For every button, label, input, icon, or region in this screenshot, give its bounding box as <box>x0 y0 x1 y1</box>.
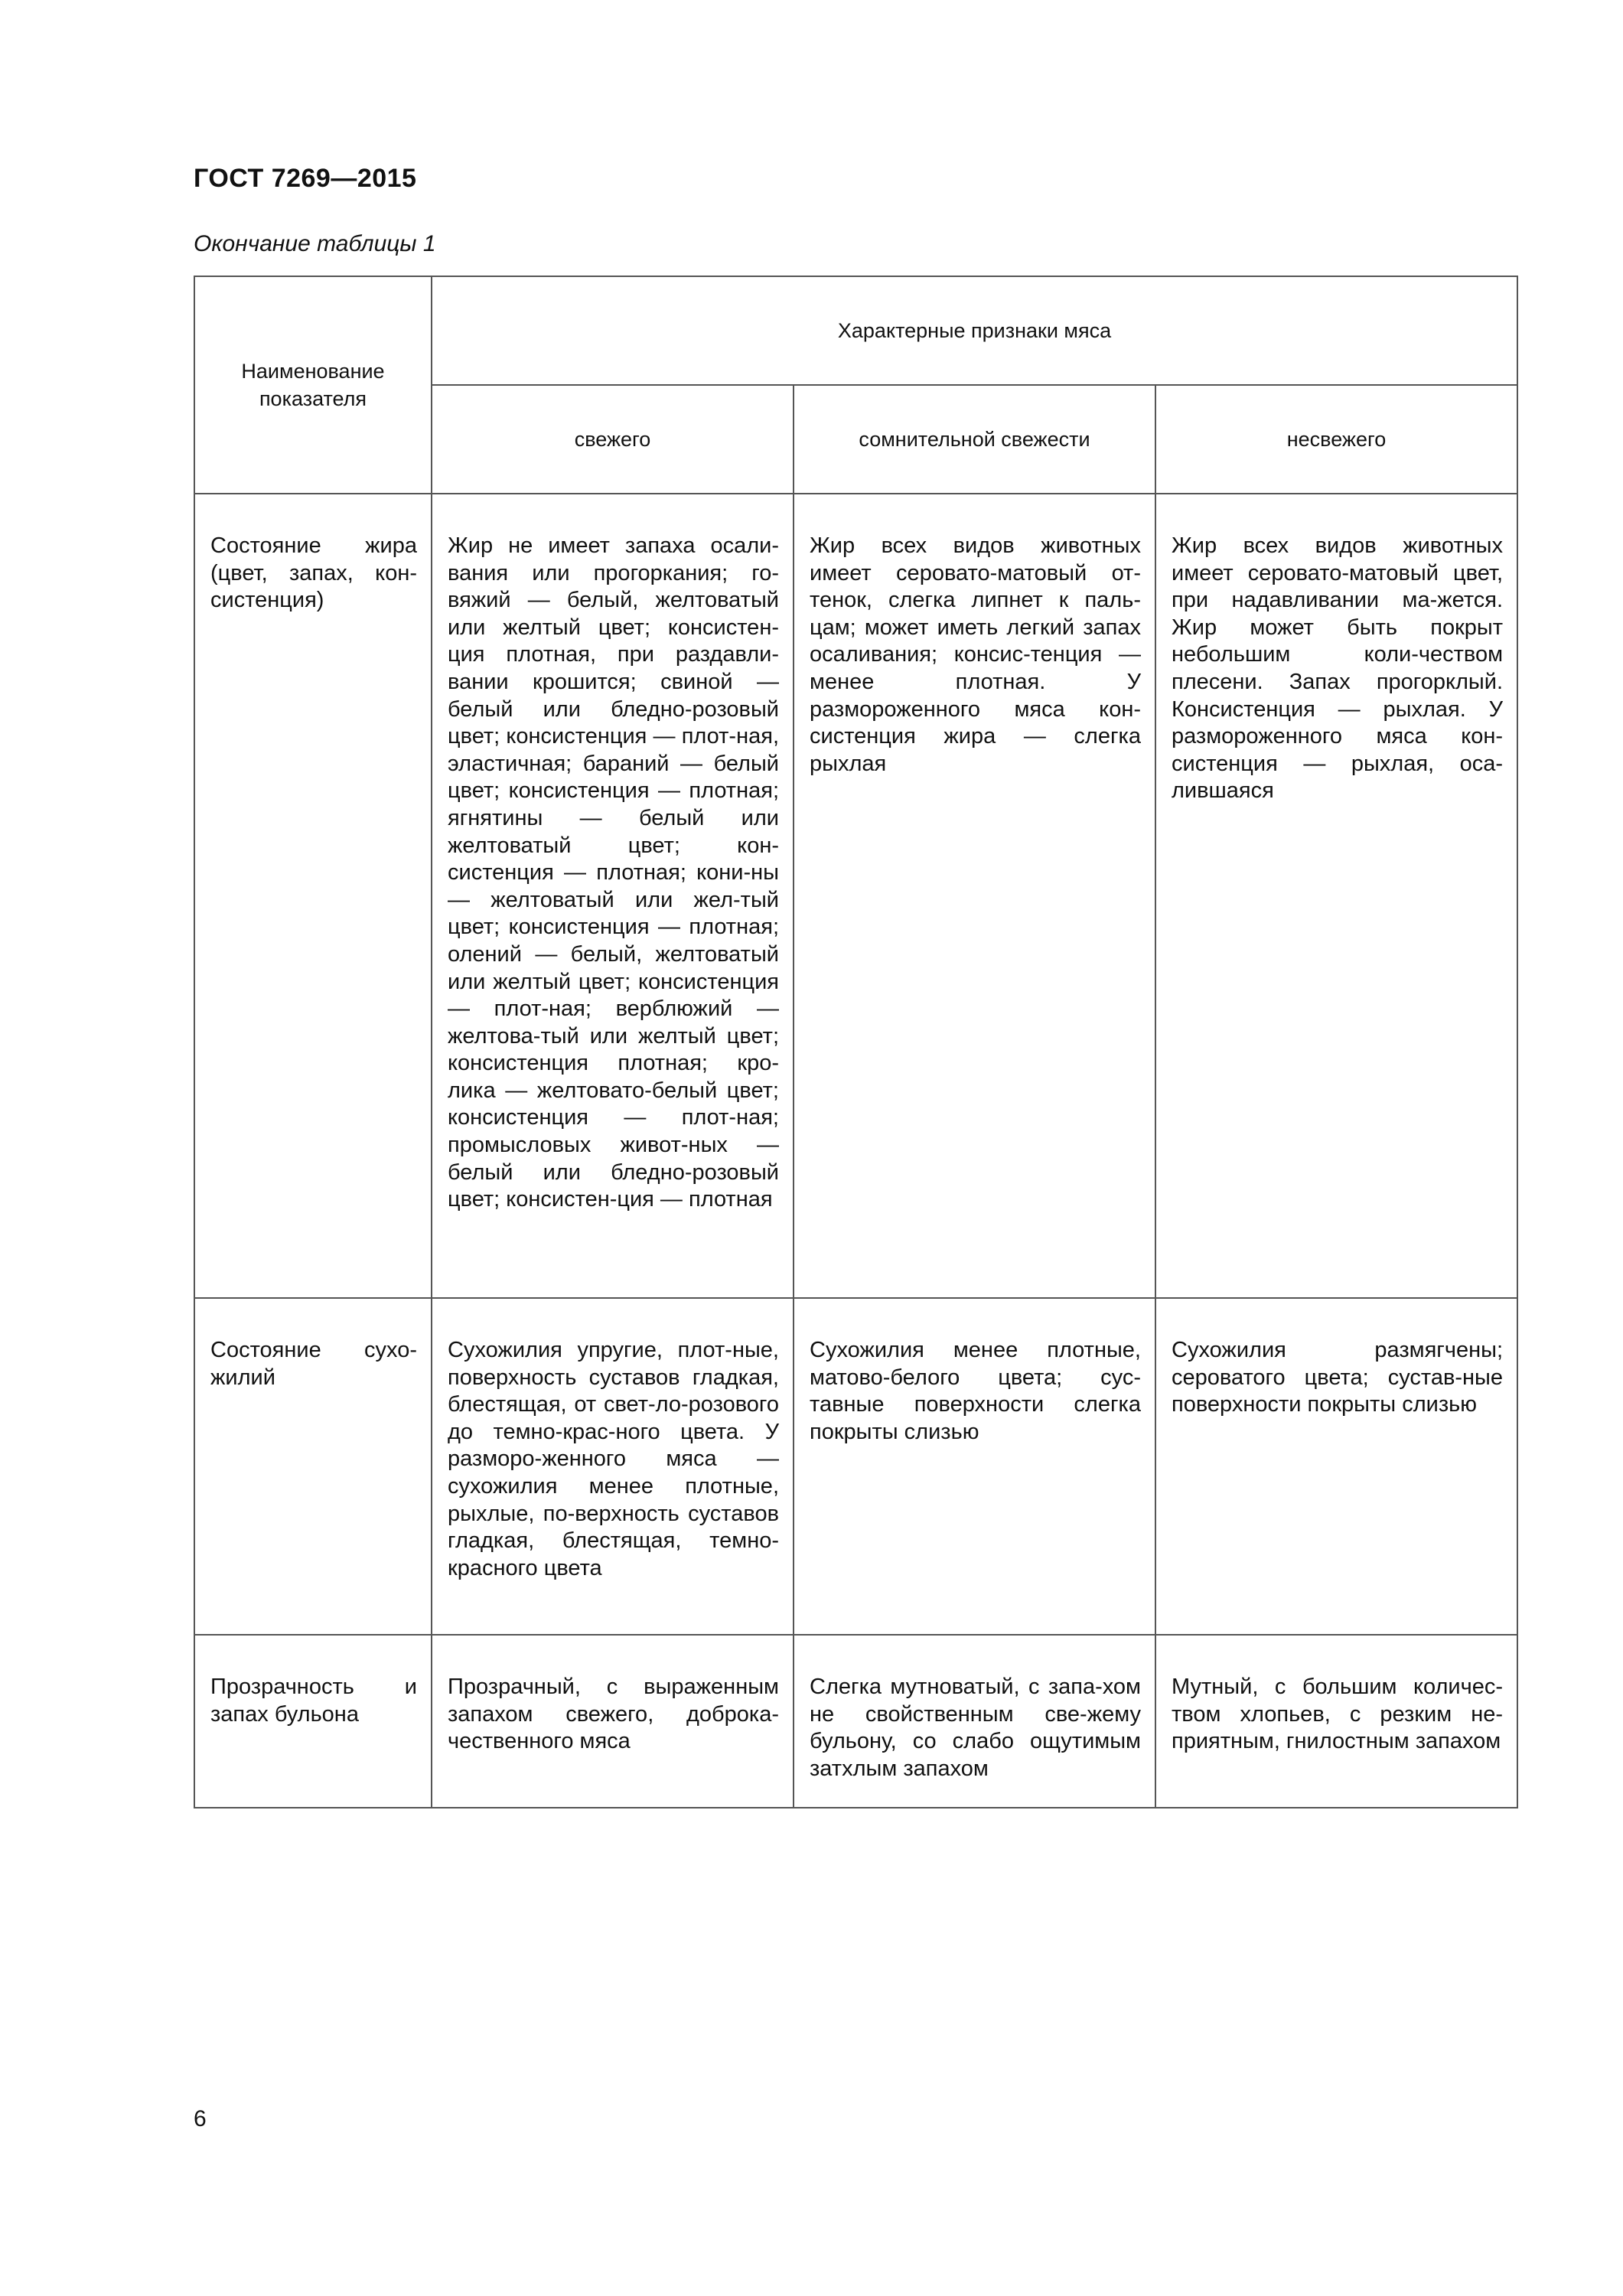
cell-tendons-fresh: Сухожилия упругие, плот-ные, поверхность суставов гладкая, блестящая, от свет-ло-розового до темно-крас-ного цвета. У разморо-женного мяса — сухожилия менее плотные, рыхлые, по-верхность суставов гладкая, блестящая, темно-красного цвета <box>432 1298 794 1635</box>
header-row-group <box>194 276 1517 385</box>
table-row <box>194 494 1517 1298</box>
document-code: ГОСТ 7269—2015 <box>194 164 417 193</box>
column-header-group: Характерные признаки мяса <box>432 276 1517 385</box>
table-row <box>194 1298 1517 1635</box>
cell-broth-fresh: Прозрачный, с выраженным запахом свежего, доброка-чественного мяса <box>432 1635 794 1808</box>
column-header-indicator-label: Наименование показателя <box>241 359 385 410</box>
cell-tendons-stale: Сухожилия размягчены; сероватого цвета; сустав-ные поверхности покрыты слизью <box>1155 1298 1517 1635</box>
page-number: 6 <box>194 2106 207 2131</box>
meat-freshness-table <box>194 276 1518 1808</box>
table-caption: Окончание таблицы 1 <box>194 231 436 256</box>
column-header-doubtful: сомнительной свежести <box>794 385 1155 494</box>
cell-fat-doubtful: Жир всех видов животных имеет серовато-матовый от-тенок, слегка липнет к паль-цам; может иметь легкий запах осаливания; консис-тенция — менее плотная. У размороженного мяса кон-систенция жира — слегка рыхлая <box>794 494 1155 1298</box>
table-row <box>194 1635 1517 1808</box>
cell-fat-fresh: Жир не имеет запаха осали-вания или прогоркания; го-вяжий — белый, желтоватый или желтый цвет; консистен-ция плотная, при раздавли-вании крошится; свиной — белый или бледно-розовый цвет; консистенция — плот-ная, эластичная; бараний — белый цвет; консистенция — плотная; ягнятины — белый или желтоватый цвет; кон-систенция — плотная; кони-ны — желтоватый или жел-тый цвет; консистенция — плотная; олений — белый, желтоватый или желтый цвет; консистенция — плот-ная; верблюжий — желтова-тый или желтый цвет; консистенция плотная; кро-лика — желтовато-белый цвет; консистенция — плот-ная; промысловых живот-ных — белый или бледно-розовый цвет; консистен-ция — плотная <box>432 494 794 1298</box>
row-name-broth: Прозрачность и запах бульона <box>194 1635 432 1808</box>
column-header-indicator <box>194 276 432 494</box>
column-header-fresh: свежего <box>432 385 794 494</box>
cell-broth-doubtful: Слегка мутноватый, с запа-хом не свойственным све-жему бульону, со слабо ощутимым затхлым запахом <box>794 1635 1155 1808</box>
cell-broth-stale: Мутный, с большим количес-твом хлопьев, с резким не-приятным, гнилостным запахом <box>1155 1635 1517 1808</box>
cell-tendons-doubtful: Сухожилия менее плотные, матово-белого цвета; сус-тавные поверхности слегка покрыты слизью <box>794 1298 1155 1635</box>
row-name-tendons: Состояние сухо-жилий <box>194 1298 432 1635</box>
cell-fat-stale: Жир всех видов животных имеет серовато-матовый цвет, при надавливании ма-жется. Жир может быть покрыт небольшим коли-чеством плесени. Запах прогорклый. Консистенция — рыхлая. У размороженного мяса кон-систенция — рыхлая, оса-лившаяся <box>1155 494 1517 1298</box>
column-header-stale: несвежего <box>1155 385 1517 494</box>
row-name-fat: Состояние жира (цвет, запах, кон-систенция) <box>194 494 432 1298</box>
